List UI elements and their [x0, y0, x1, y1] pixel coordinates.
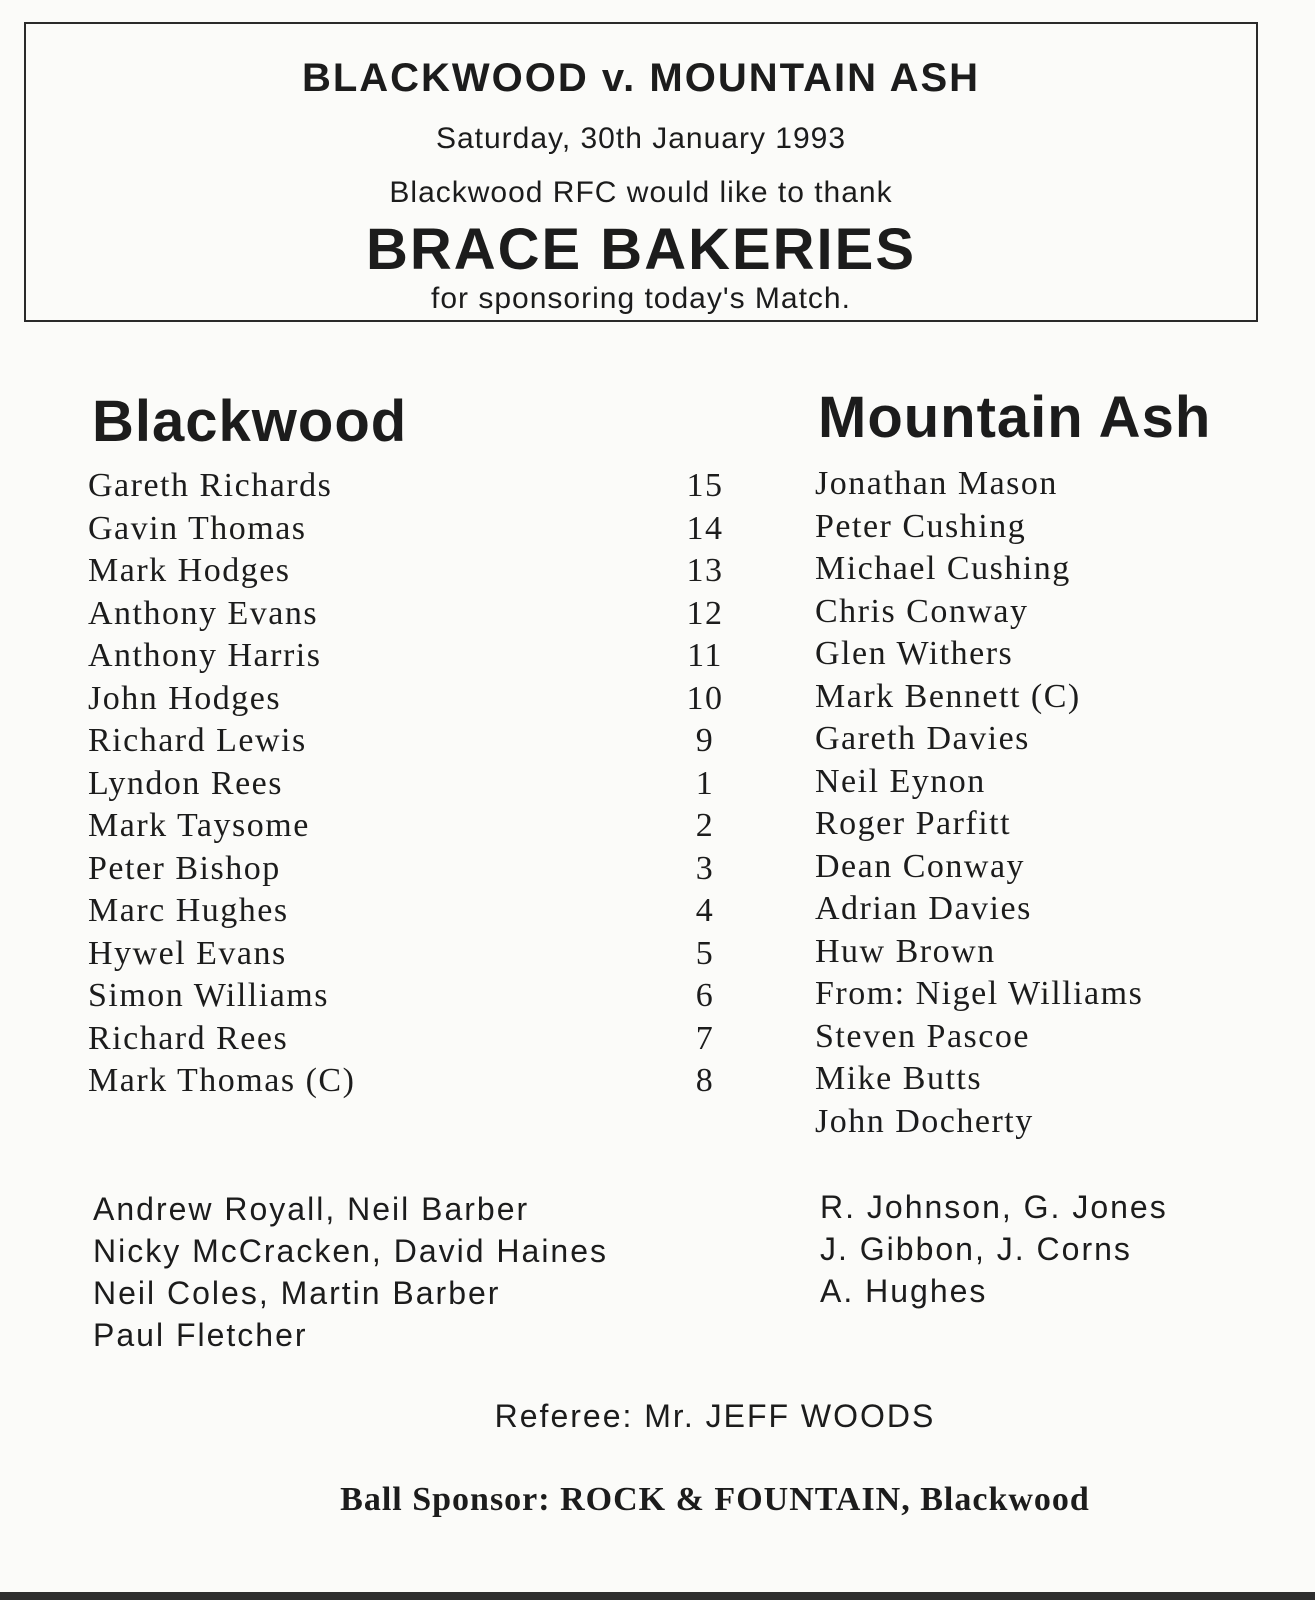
position-number: 10	[686, 679, 724, 717]
home-reserve-line: Neil Coles, Martin Barber	[93, 1275, 501, 1311]
home-player: John Hodges	[88, 679, 282, 717]
position-number: 4	[695, 892, 715, 929]
position-number: 14	[686, 509, 724, 547]
home-player: Richard Lewis	[88, 722, 307, 759]
home-player: Mark Hodges	[88, 552, 291, 589]
away-player: John Docherty	[815, 1102, 1034, 1140]
home-player-list	[88, 465, 355, 1103]
away-reserve-line: R. Johnson, G. Jones	[820, 1189, 1168, 1225]
away-player: Michael Cushing	[815, 550, 1071, 587]
home-player: Marc Hughes	[88, 892, 289, 929]
away-player: Chris Conway	[815, 592, 1029, 630]
match-date: Saturday, 30th January 1993	[435, 122, 847, 155]
position-number: 13	[686, 552, 724, 589]
away-player: Jonathan Mason	[815, 465, 1058, 502]
away-player-list	[815, 463, 1143, 1143]
away-player: Neil Eynon	[815, 762, 986, 800]
home-player: Simon Williams	[88, 977, 329, 1014]
home-reserve-line: Andrew Royall, Neil Barber	[93, 1191, 530, 1227]
away-player: Dean Conway	[815, 847, 1026, 885]
away-player: Adrian Davies	[815, 890, 1032, 927]
home-player: Peter Bishop	[88, 849, 281, 887]
away-player: Roger Parfitt	[815, 805, 1012, 842]
away-player: Glen Withers	[815, 635, 1014, 672]
bottom-rule	[0, 1592, 1315, 1600]
away-reserve-line: J. Gibbon, J. Corns	[820, 1231, 1132, 1267]
home-player: Anthony Harris	[88, 637, 322, 674]
home-player: Mark Thomas (C)	[88, 1062, 356, 1099]
away-player: Steven Pascoe	[815, 1017, 1030, 1055]
position-number: 9	[695, 722, 715, 759]
away-player: Huw Brown	[815, 932, 996, 970]
home-reserves-list	[93, 1188, 608, 1356]
position-number: 11	[687, 637, 723, 674]
referee-line: Referee: Mr. JEFF WOODS	[494, 1398, 936, 1434]
ball-sponsor-line: Ball Sponsor: ROCK & FOUNTAIN, Blackwood	[340, 1481, 1090, 1518]
home-team-heading: Blackwood	[92, 389, 408, 454]
away-team-heading: Mountain Ash	[818, 385, 1212, 450]
position-number: 7	[695, 1019, 715, 1057]
position-number: 8	[695, 1062, 715, 1099]
home-reserve-line: Nicky McCracken, David Haines	[93, 1233, 609, 1269]
position-number: 6	[695, 977, 715, 1014]
position-number: 12	[686, 594, 724, 632]
fixture-title: BLACKWOOD v. MOUNTAIN ASH	[301, 56, 981, 100]
away-player: Gareth Davies	[815, 720, 1030, 757]
home-player: Lyndon Rees	[88, 764, 283, 802]
home-player: Richard Rees	[88, 1019, 289, 1057]
position-number: 5	[695, 934, 715, 972]
away-player: Mark Bennett (C)	[815, 677, 1081, 715]
position-number: 1	[695, 764, 715, 802]
home-player: Hywel Evans	[88, 934, 287, 972]
home-player: Mark Taysome	[88, 807, 310, 844]
away-player: Peter Cushing	[815, 507, 1027, 545]
away-reserves-list	[820, 1186, 1168, 1312]
position-number: 2	[695, 807, 715, 844]
home-player: Anthony Evans	[88, 594, 319, 632]
sponsor-header-box	[24, 22, 1258, 322]
match-sponsor: BRACE BAKERIES	[365, 217, 917, 282]
away-player: From: Nigel Williams	[815, 975, 1144, 1012]
sponsor-reason: for sponsoring today's Match.	[431, 282, 851, 315]
away-player: Mike Butts	[815, 1060, 983, 1097]
thanks-line: Blackwood RFC would like to thank	[389, 176, 893, 209]
home-player: Gavin Thomas	[88, 509, 307, 547]
home-reserve-line: Paul Fletcher	[93, 1317, 308, 1353]
position-number: 15	[686, 467, 724, 504]
home-player: Gareth Richards	[88, 467, 333, 504]
position-number: 3	[695, 849, 715, 887]
away-reserve-line: A. Hughes	[820, 1273, 988, 1309]
position-number-list	[660, 465, 750, 1103]
